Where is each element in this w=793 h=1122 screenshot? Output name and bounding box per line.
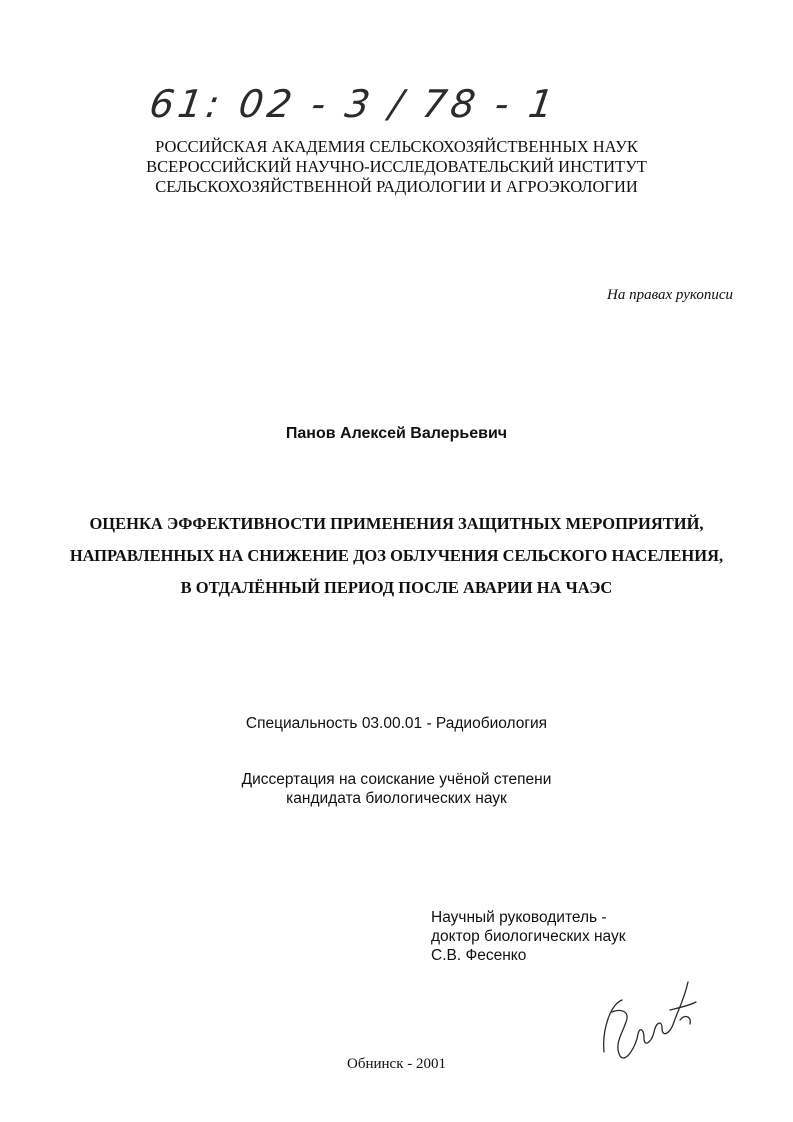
degree-line-2: кандидата биологических наук <box>286 790 507 807</box>
specialty-line: Специальность 03.00.01 - Радиобиология <box>245 715 548 732</box>
supervisor-line-3: С.В. Фесенко <box>431 947 527 964</box>
manuscript-rights-note: На правах рукописи <box>607 287 733 303</box>
thesis-title-line-1: ОЦЕНКА ЭФФЕКТИВНОСТИ ПРИМЕНЕНИЯ ЗАЩИТНЫХ МЕРОПРИЯТИЙ, <box>89 514 704 533</box>
institution-line-1: РОССИЙСКАЯ АКАДЕМИЯ СЕЛЬСКОХОЗЯЙСТВЕННЫХ НАУК <box>155 137 638 156</box>
supervisor-line-1: Научный руководитель - <box>431 909 607 926</box>
institution-line-2: ВСЕРОССИЙСКИЙ НАУЧНО-ИССЛЕДОВАТЕЛЬСКИЙ ИНСТИТУТ <box>146 157 647 176</box>
thesis-title-line-3: В ОТДАЛЁННЫЙ ПЕРИОД ПОСЛЕ АВАРИИ НА ЧАЭС <box>180 578 613 597</box>
thesis-title-line-2: НАПРАВЛЕННЫХ НА СНИЖЕНИЕ ДОЗ ОБЛУЧЕНИЯ СЕЛЬСКОГО НАСЕЛЕНИЯ, <box>69 546 724 565</box>
supervisor-line-2: доктор биологических наук <box>431 928 626 945</box>
degree-line-1: Диссертация на соискание учёной степени <box>241 771 552 788</box>
supervisor-block <box>431 908 626 965</box>
institution-header <box>0 137 793 197</box>
author-name: Панов Алексей Валерьевич <box>285 425 508 442</box>
signature-icon <box>592 960 712 1070</box>
thesis-title <box>0 508 793 604</box>
handwritten-catalog-code: 61: 02 - 3 / 78 - 1 <box>146 82 561 126</box>
city-and-year: Обнинск - 2001 <box>347 1056 446 1072</box>
degree-statement <box>0 770 793 808</box>
institution-line-3: СЕЛЬСКОХОЗЯЙСТВЕННОЙ РАДИОЛОГИИ И АГРОЭКОЛОГИИ <box>155 177 638 196</box>
